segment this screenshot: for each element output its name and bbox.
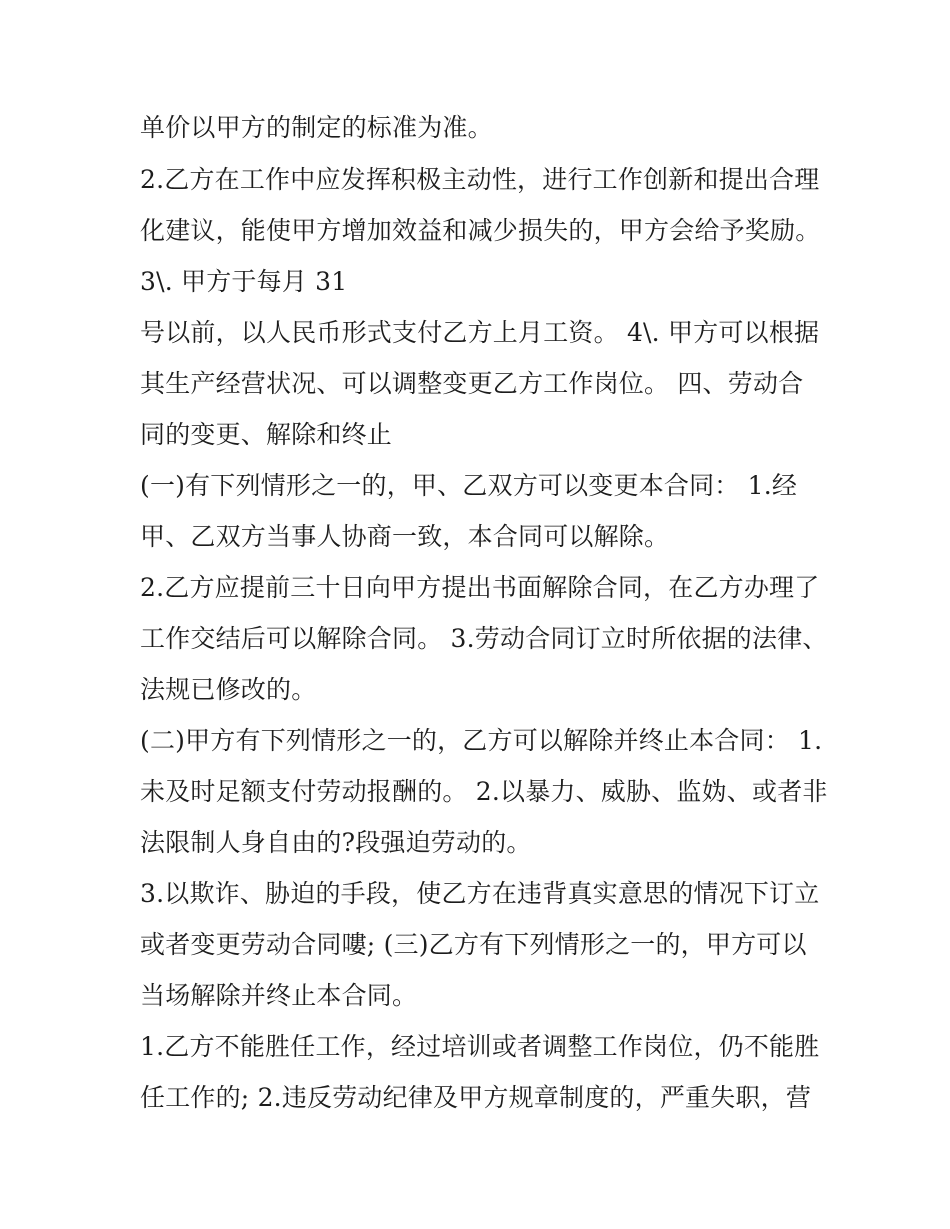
text-line: (一)有下列情形之一的，甲、乙双方可以变更本合同： 1.经 [140,471,798,500]
text-line: 或者变更劳动合同嘍; (三)乙方有下列情形之一的，甲方可以 [140,930,807,959]
text-line: 单价以甲方的制定的标准为准。 [140,113,493,142]
text-line: 1.乙方不能胜任工作，经过培训或者调整工作岗位，仍不能胜 [140,1032,820,1061]
text-line: 同的变更、解除和终止 [140,420,393,449]
text-line: 甲、乙双方当事人协商一致，本合同可以解除。 [140,522,670,551]
text-line: 3.以欺诈、胁迫的手段，使乙方在违背真实意思的情况下订立 [140,879,820,908]
text-line: (二)甲方有下列情形之一的，乙方可以解除并终止本合同： 1. [140,726,823,755]
text-line: 当场解除并终止本合同。 [140,981,418,1010]
text-line: 任工作的; 2.违反劳动纪律及甲方规章制度的，严重失职，营 [140,1083,812,1112]
text-line: 号以前，以人民币形式支付乙方上月工资。 4\. 甲方可以根据 [140,318,820,347]
text-line: 未及时足额支付劳动报酬的。 2.以暴力、威胁、监妫、或者非 [140,777,828,806]
text-line: 化建议，能使甲方增加效益和减少损失的，甲方会给予奖励。 [140,216,821,245]
text-line: 工作交结后可以解除合同。 3.劳动合同订立时所依据的法律、 [140,624,828,653]
text-line: 法规已修改的。 [140,675,317,704]
text-line: 2.乙方在工作中应发挥积极主动性，进行工作创新和提出合理 [140,165,820,194]
text-line: 其生产经营状况、可以调整变更乙方工作岗位。 四、劳动合 [140,369,804,398]
text-line: 法限制人身自由的?段强迫劳动的。 [140,828,532,857]
text-line: 2.乙方应提前三十日向甲方提出书面解除合同，在乙方办理了 [140,573,820,602]
text-line: 3\. 甲方于每月 31 [140,267,348,296]
